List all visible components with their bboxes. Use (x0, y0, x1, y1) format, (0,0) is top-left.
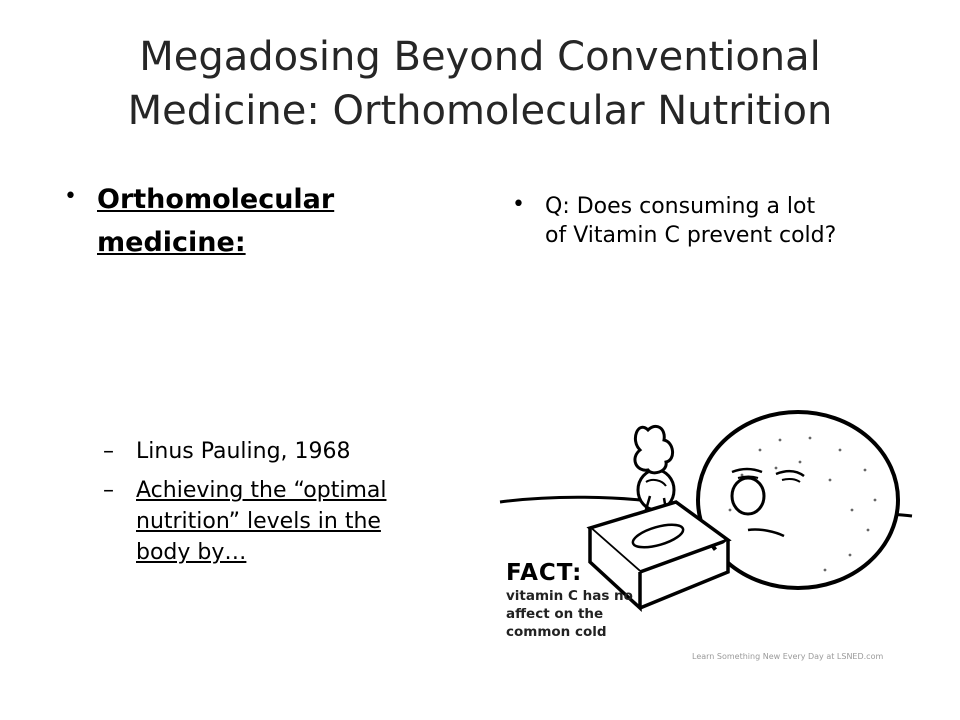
sub-item-text: Linus Pauling, 1968 (136, 439, 351, 464)
sub-item-text: Achieving the “optimal nutrition” levels in the body by… (136, 478, 387, 565)
dash-marker: – (103, 478, 114, 503)
fact-line: common cold (506, 624, 607, 640)
question-text: Q: Does consuming a lot of Vitamin C prevent cold? (545, 194, 837, 248)
bullet-marker: • (64, 184, 77, 209)
lead-bullet-text: Orthomolecular medicine: (97, 184, 335, 258)
vitamin-c-cartoon (480, 410, 940, 680)
sub-list (103, 436, 463, 576)
question-bullet (508, 192, 928, 250)
sub-item-pauling (103, 436, 463, 467)
right-column (508, 192, 928, 250)
dash-marker: – (103, 439, 114, 464)
bullet-marker: • (512, 192, 525, 217)
fact-title: FACT: (506, 560, 583, 586)
sub-item-optimal-nutrition (103, 475, 463, 568)
image-credit: Learn Something New Every Day at LSNED.com (692, 652, 884, 661)
fact-line: vitamin C has no (506, 588, 633, 604)
slide-title: Megadosing Beyond Conventional Medicine: Orthomolecular Nutrition (127, 34, 833, 134)
lead-bullet (60, 178, 470, 264)
fact-line: affect on the (506, 606, 604, 622)
left-column (60, 178, 470, 264)
